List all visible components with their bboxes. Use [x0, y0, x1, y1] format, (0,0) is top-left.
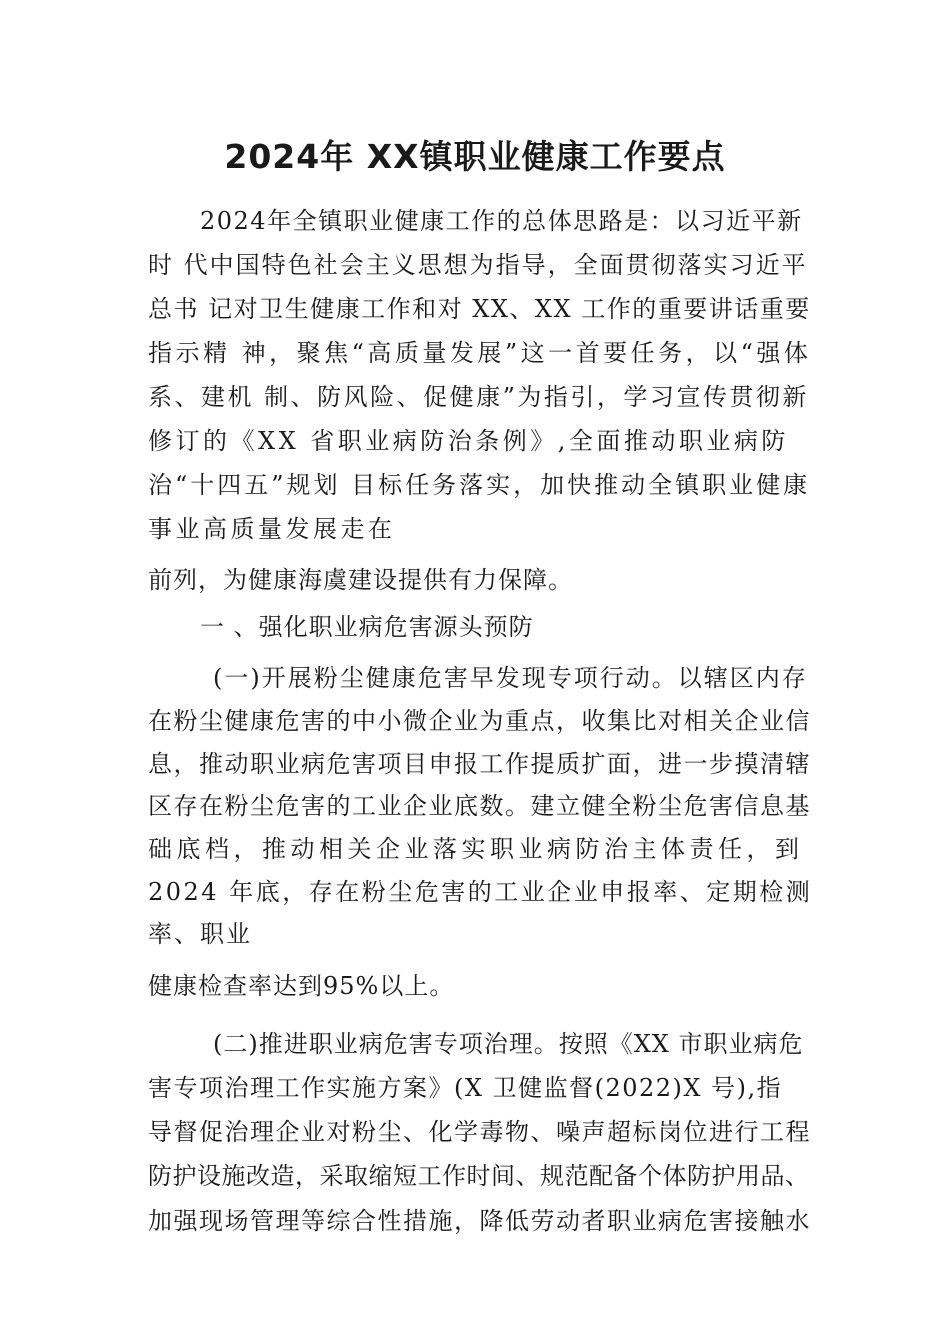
paragraph-3-line-4: 区存在粉尘危害的工业企业底数。建立健全粉尘危害信息基	[148, 792, 811, 820]
paragraph-3-line-3: 息，推动职业病危害项目申报工作提质扩面，进一步摸清辖	[148, 750, 811, 778]
paragraph-3-line-1: (一)开展粉尘健康危害早发现专项行动。以辖区内存	[213, 664, 808, 692]
paragraph-3-line-6: 2024 年底，存在粉尘危害的工业企业申报率、定期检测	[148, 878, 813, 906]
paragraph-4-line-1: 健康检查率达到95%以上。	[148, 972, 455, 1000]
paragraph-3-line-7: 率、职业	[148, 920, 252, 948]
paragraph-1-line-1: 2024年全镇职业健康工作的总体思路是：以习近平新	[200, 207, 803, 235]
paragraph-3-line-2: 在粉尘健康危害的中小微企业为重点，收集比对相关企业信	[148, 707, 811, 735]
paragraph-1-line-4: 指示精 神，聚焦“高质量发展”这一首要任务，以“强体	[148, 339, 812, 367]
paragraph-1-line-5: 系、建机 制、防风险、促健康”为指引，学习宣传贯彻新	[148, 383, 809, 411]
paragraph-5-line-3: 导督促治理企业对粉尘、化学毒物、噪声超标岗位进行工程	[148, 1118, 811, 1146]
paragraph-1-line-3: 总书 记对卫生健康工作和对 XX、XX 工作的重要讲话重要	[148, 295, 811, 323]
paragraph-5-line-5: 加强现场管理等综合性措施，降低劳动者职业病危害接触水	[148, 1207, 811, 1235]
paragraph-2-line-1: 前列，为健康海虞建设提供有力保障。	[148, 566, 573, 594]
paragraph-1-line-6: 修订的《XX 省职业病防治条例》,全面推动职业病防	[148, 427, 789, 455]
section-heading-1: 一 、强化职业病危害源头预防	[200, 613, 534, 641]
paragraph-3-line-5: 础底档，推动相关企业落实职业病防治主体责任，到	[148, 835, 804, 863]
paragraph-5-line-2: 害专项治理工作实施方案》(X 卫健监督(2022)X 号),指	[148, 1074, 783, 1102]
document-title: 2024年 XX镇职业健康工作要点	[224, 137, 726, 176]
paragraph-1-line-7: 治“十四五”规划 目标任务落实，加快推动全镇职业健康	[148, 471, 811, 499]
paragraph-5-line-4: 防护设施改造，采取缩短工作时间、规范配备个体防护用品、	[148, 1162, 810, 1190]
paragraph-5-line-1: (二)推进职业病危害专项治理。按照《XX 市职业病危	[213, 1030, 804, 1058]
paragraph-1-line-8: 事业高质量发展走在	[148, 515, 396, 543]
paragraph-1-line-2: 时 代中国特色社会主义思想为指导，全面贯彻落实习近平	[148, 251, 808, 279]
